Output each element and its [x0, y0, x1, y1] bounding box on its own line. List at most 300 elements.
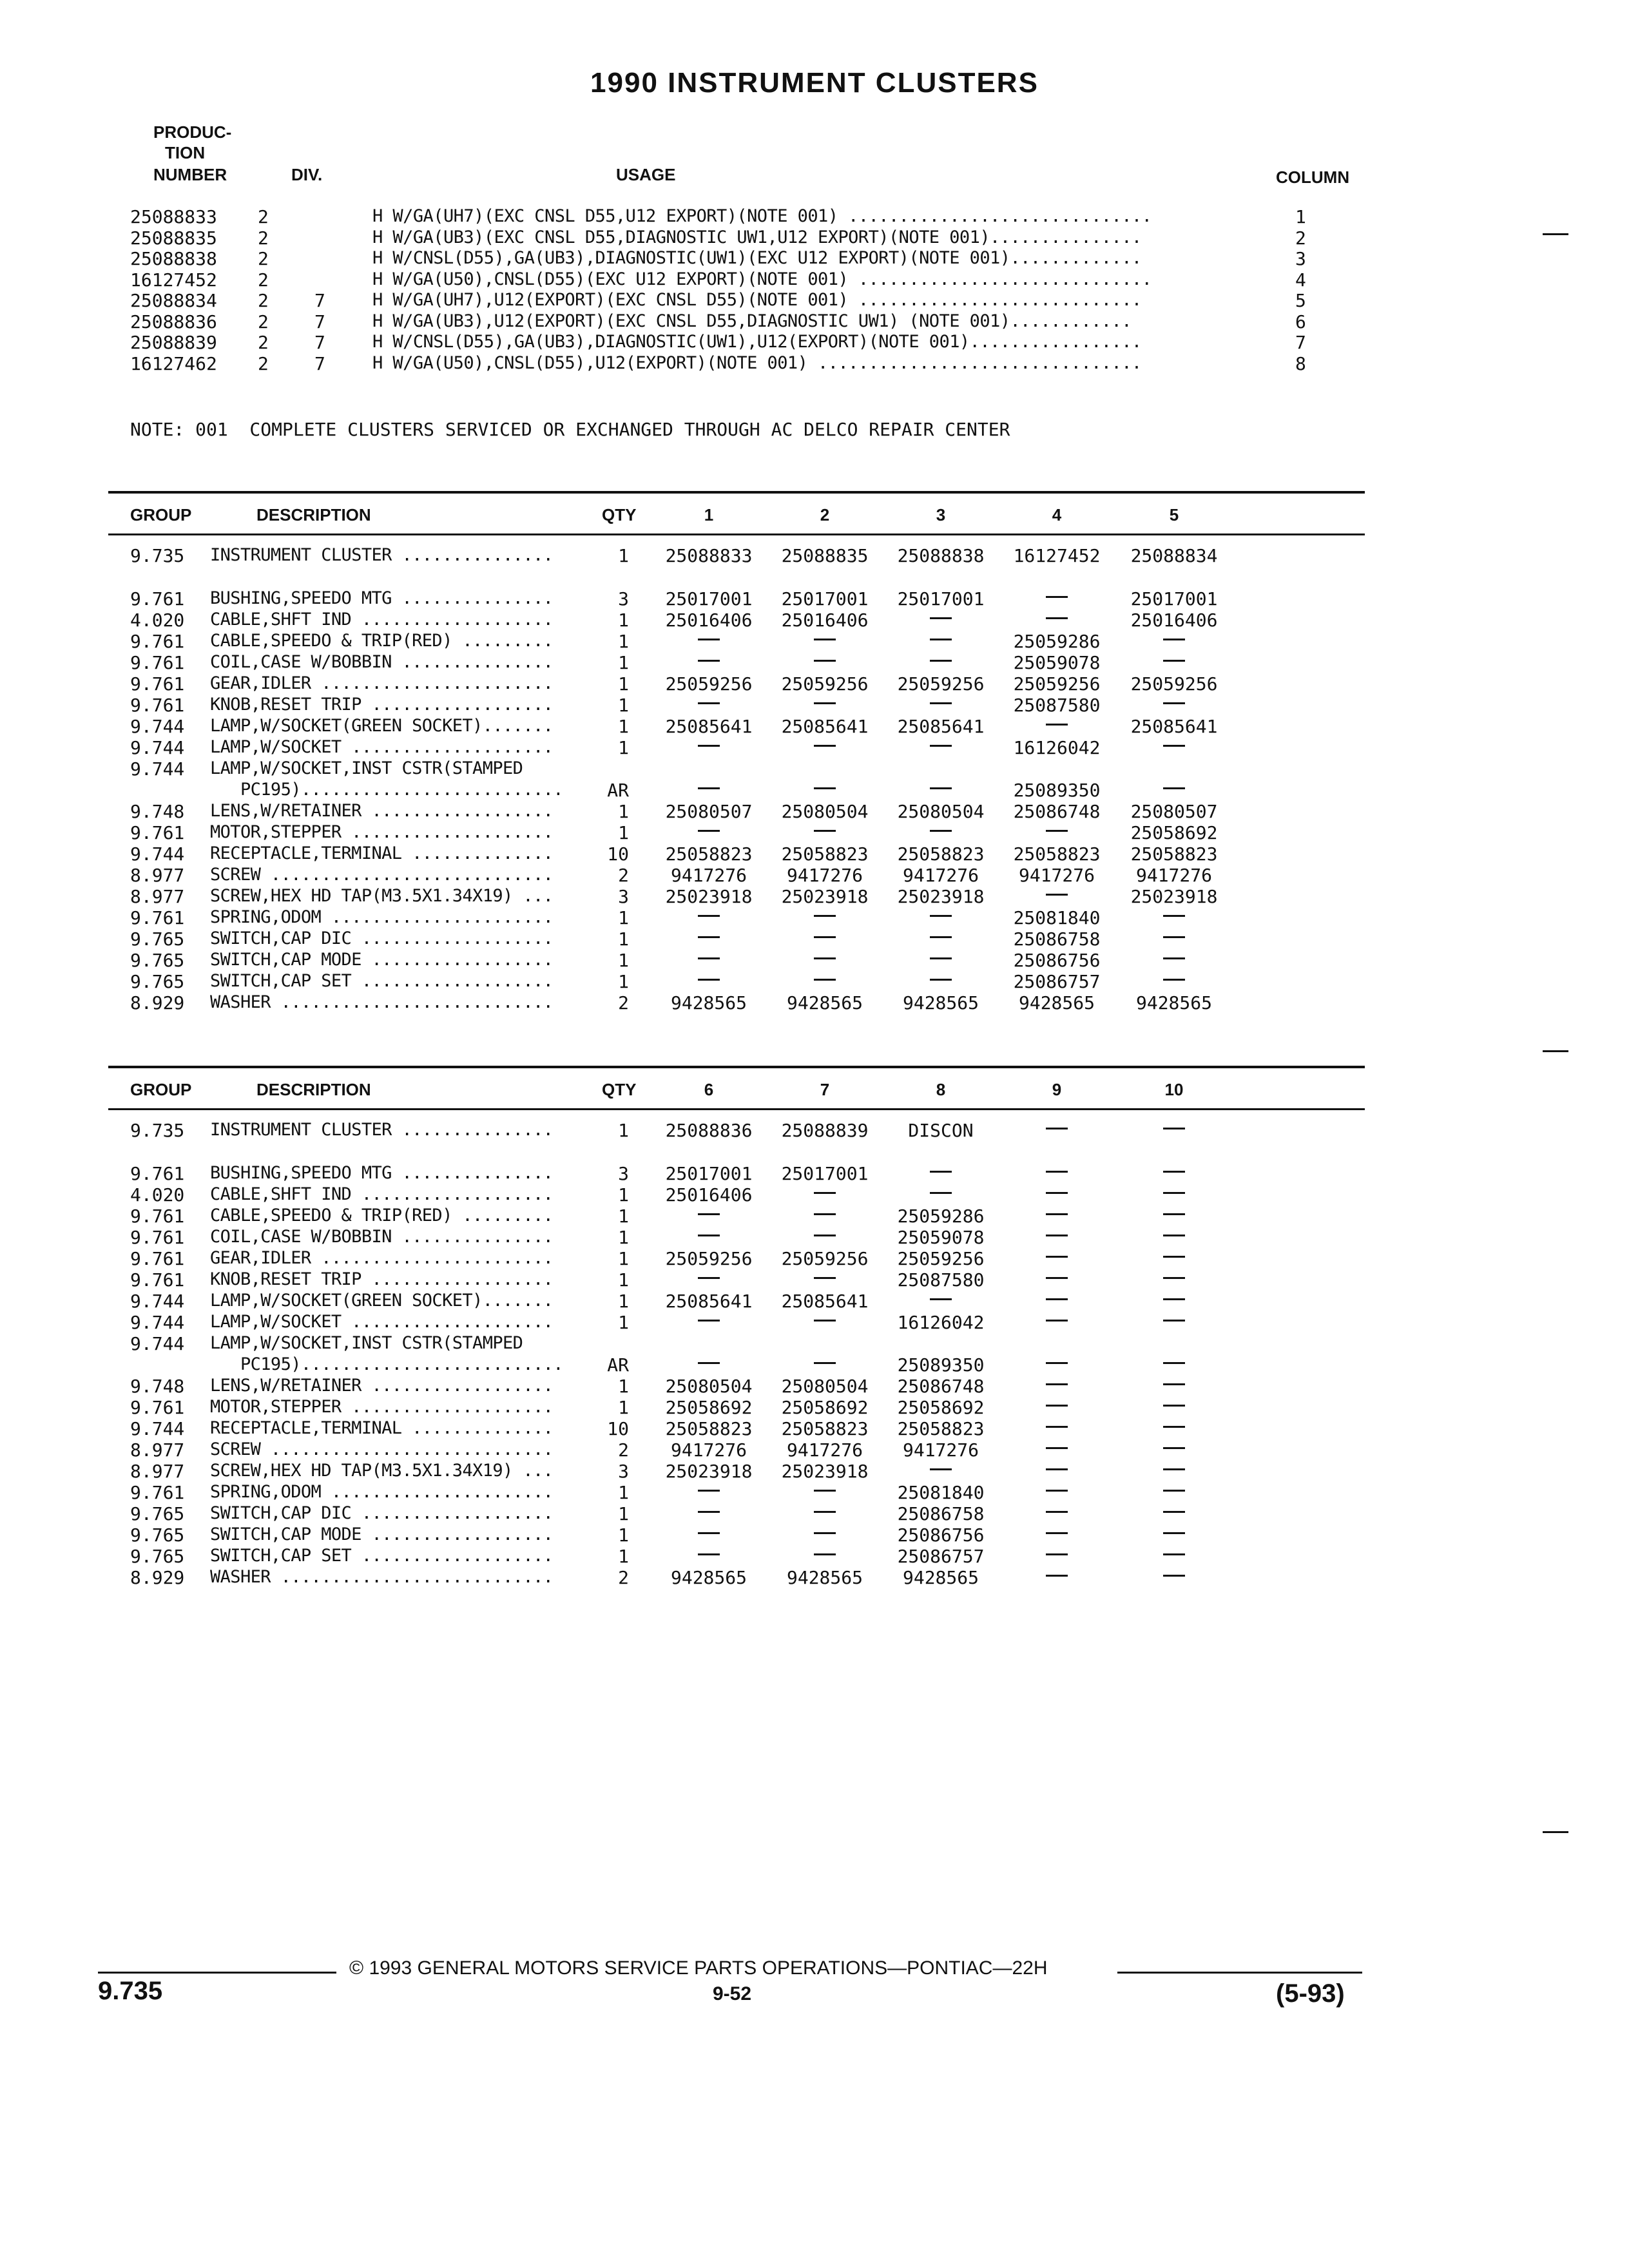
part-number: 16127452 — [1013, 545, 1101, 566]
not-applicable-dash — [930, 936, 952, 938]
not-applicable-dash — [814, 1235, 836, 1236]
table-rule-header — [108, 1108, 1365, 1110]
part-description: GEAR,IDLER ....................... — [210, 1248, 554, 1268]
part-number: 25058692 — [1130, 822, 1218, 843]
part-description: SPRING,ODOM ...................... — [210, 907, 554, 927]
not-applicable-dash — [1046, 617, 1068, 619]
production-number: 16127462 — [130, 352, 217, 374]
margin-mark — [1543, 1831, 1568, 1833]
not-applicable-dash — [1046, 1128, 1068, 1129]
production-number: 25088839 — [130, 332, 217, 353]
part-number: 25059286 — [1013, 631, 1101, 652]
part-description: CABLE,SPEEDO & TRIP(RED) ......... — [210, 631, 554, 651]
not-applicable-dash — [930, 957, 952, 959]
production-number: 16127452 — [130, 269, 217, 291]
part-description: CABLE,SPEEDO & TRIP(RED) ......... — [210, 1206, 554, 1225]
usage-header: USAGE — [616, 165, 676, 184]
production-number: 25088835 — [130, 227, 217, 249]
not-applicable-dash — [814, 1277, 836, 1279]
not-applicable-dash — [814, 915, 836, 917]
column-header-10: 10 — [1164, 1080, 1184, 1099]
group-code: 9.765 — [130, 1524, 185, 1546]
div-header: DIV. — [291, 165, 323, 184]
usage-text: H W/CNSL(D55),GA(UB3),DIAGNOSTIC(UW1)(EXC U12 EXPORT)(NOTE 001)............. — [372, 248, 1142, 268]
part-number: 25080504 — [665, 1376, 753, 1397]
part-description: SCREW,HEX HD TAP(M3.5X1.34X19) ... — [210, 886, 554, 906]
usage-text: H W/GA(UB3)(EXC CNSL D55,DIAGNOSTIC UW1,U12 EXPORT)(NOTE 001)............... — [372, 227, 1142, 247]
not-applicable-dash — [814, 979, 836, 981]
part-number: 16126042 — [897, 1312, 985, 1333]
not-applicable-dash — [814, 1553, 836, 1555]
part-number: 25080504 — [897, 801, 985, 822]
group-code: 9.735 — [130, 1120, 185, 1141]
part-number: 9428565 — [902, 1567, 979, 1588]
part-quantity: 1 — [618, 652, 629, 673]
column-header-7: 7 — [820, 1080, 830, 1099]
footer-page-number: 9-52 — [713, 1983, 752, 2004]
not-applicable-dash — [1046, 1383, 1068, 1385]
part-quantity: 10 — [607, 843, 629, 865]
part-quantity: 3 — [618, 886, 629, 907]
not-applicable-dash — [1163, 1490, 1185, 1492]
group-code: 9.744 — [130, 1291, 185, 1312]
not-applicable-dash — [1046, 830, 1068, 832]
group-header: GROUP — [130, 505, 192, 524]
not-applicable-dash — [1163, 1553, 1185, 1555]
not-applicable-dash — [1163, 1213, 1185, 1215]
part-number: 25016406 — [665, 610, 753, 631]
part-number: 25059256 — [781, 1248, 869, 1269]
part-number: 25085641 — [1130, 716, 1218, 737]
part-number: 25059256 — [897, 1248, 985, 1269]
part-number: 25023918 — [665, 1461, 753, 1482]
not-applicable-dash — [1163, 702, 1185, 704]
group-code: 9.744 — [130, 758, 185, 780]
part-quantity: 1 — [618, 737, 629, 758]
part-quantity: 3 — [618, 1163, 629, 1184]
not-applicable-dash — [814, 787, 836, 789]
not-applicable-dash — [930, 915, 952, 917]
part-number: 25080507 — [1130, 801, 1218, 822]
group-code: 9.744 — [130, 1312, 185, 1333]
not-applicable-dash — [1163, 1277, 1185, 1279]
part-number: 25059256 — [665, 1248, 753, 1269]
part-description: LAMP,W/SOCKET,INST CSTR(STAMPED — [210, 758, 523, 778]
part-number: 25080504 — [781, 1376, 869, 1397]
group-header: GROUP — [130, 1080, 192, 1099]
part-number: 25059078 — [897, 1227, 985, 1248]
part-description: MOTOR,STEPPER .................... — [210, 1397, 554, 1417]
not-applicable-dash — [1046, 1171, 1068, 1173]
usage-text: H W/GA(UB3),U12(EXPORT)(EXC CNSL D55,DIAGNOSTIC UW1) (NOTE 001)............ — [372, 311, 1132, 331]
group-code: 9.761 — [130, 1482, 185, 1503]
division-code: 7 — [314, 290, 325, 311]
part-description: SCREW ............................ — [210, 1439, 554, 1459]
margin-mark — [1543, 1050, 1568, 1052]
not-applicable-dash — [1163, 1575, 1185, 1577]
not-applicable-dash — [698, 957, 720, 959]
part-number: 25058823 — [1130, 843, 1218, 865]
part-number: 25058823 — [897, 843, 985, 865]
part-quantity: 1 — [618, 695, 629, 716]
not-applicable-dash — [814, 660, 836, 662]
not-applicable-dash — [1046, 1468, 1068, 1470]
not-applicable-dash — [698, 1490, 720, 1492]
division-code: 2 — [258, 227, 269, 249]
part-quantity: 1 — [618, 1397, 629, 1418]
not-applicable-dash — [1046, 1192, 1068, 1194]
part-quantity: 1 — [618, 928, 629, 950]
not-applicable-dash — [1163, 660, 1185, 662]
qty-header: QTY — [602, 505, 637, 524]
column-number: 7 — [1295, 332, 1306, 353]
part-description: KNOB,RESET TRIP .................. — [210, 1269, 554, 1289]
part-quantity: AR — [607, 780, 629, 801]
not-applicable-dash — [1163, 915, 1185, 917]
part-number: 25023918 — [1130, 886, 1218, 907]
usage-text: H W/GA(U50),CNSL(D55),U12(EXPORT)(NOTE 001) ................................ — [372, 352, 1142, 373]
group-code: 9.744 — [130, 716, 185, 737]
part-description: SWITCH,CAP DIC ................... — [210, 928, 554, 948]
not-applicable-dash — [1046, 1256, 1068, 1258]
part-description: SWITCH,CAP MODE .................. — [210, 1524, 554, 1544]
part-quantity: 1 — [618, 716, 629, 737]
not-applicable-dash — [1046, 1490, 1068, 1492]
column-header-9: 9 — [1052, 1080, 1062, 1099]
group-code: 9.761 — [130, 588, 185, 610]
production-header-line2: TION — [165, 143, 206, 162]
part-number: 9417276 — [786, 1439, 863, 1461]
production-number: 25088838 — [130, 248, 217, 269]
part-description: LENS,W/RETAINER .................. — [210, 1376, 554, 1396]
part-description: CABLE,SHFT IND ................... — [210, 1184, 554, 1204]
part-number: 25085641 — [781, 716, 869, 737]
not-applicable-dash — [1046, 1426, 1068, 1428]
part-number: 25086756 — [897, 1524, 985, 1546]
not-applicable-dash — [698, 915, 720, 917]
part-number: 9417276 — [1018, 865, 1095, 886]
not-applicable-dash — [698, 1213, 720, 1215]
part-number: 25086748 — [897, 1376, 985, 1397]
usage-text: H W/GA(UH7),U12(EXPORT)(EXC CNSL D55)(NOTE 001) ............................ — [372, 290, 1142, 310]
usage-text: H W/GA(U50),CNSL(D55)(EXC U12 EXPORT)(NOTE 001) ............................. — [372, 269, 1152, 289]
not-applicable-dash — [698, 787, 720, 789]
part-description: SPRING,ODOM ...................... — [210, 1482, 554, 1502]
not-applicable-dash — [1163, 1128, 1185, 1129]
part-number: 25089350 — [897, 1354, 985, 1376]
production-number: 25088836 — [130, 311, 217, 332]
part-quantity: 1 — [618, 971, 629, 992]
division-code: 7 — [314, 332, 325, 353]
not-applicable-dash — [930, 702, 952, 704]
group-code: 8.977 — [130, 1439, 185, 1461]
part-number: 25081840 — [897, 1482, 985, 1503]
group-code: 9.765 — [130, 928, 185, 950]
column-header-5: 5 — [1169, 505, 1179, 524]
part-number: 25086758 — [1013, 928, 1101, 950]
group-code: 9.748 — [130, 801, 185, 822]
part-number: 25085641 — [665, 716, 753, 737]
group-code: 9.761 — [130, 652, 185, 673]
group-code: 9.748 — [130, 1376, 185, 1397]
part-number: 25058823 — [781, 1418, 869, 1439]
not-applicable-dash — [698, 1320, 720, 1321]
part-number: 25017001 — [781, 588, 869, 610]
group-code: 4.020 — [130, 1184, 185, 1206]
group-code: 9.761 — [130, 673, 185, 695]
not-applicable-dash — [1046, 596, 1068, 598]
not-applicable-dash — [1046, 1511, 1068, 1513]
description-header: DESCRIPTION — [256, 1080, 371, 1099]
not-applicable-dash — [1046, 1320, 1068, 1321]
part-description: WASHER ........................... — [210, 992, 554, 1012]
not-applicable-dash — [1046, 1405, 1068, 1407]
part-number: 9428565 — [670, 1567, 747, 1588]
part-quantity: 1 — [618, 1524, 629, 1546]
footer-section-number: 9.735 — [98, 1977, 163, 2005]
not-applicable-dash — [814, 1213, 836, 1215]
part-description: INSTRUMENT CLUSTER ............... — [210, 545, 554, 565]
part-number: 25017001 — [665, 588, 753, 610]
part-description: SWITCH,CAP MODE .................. — [210, 950, 554, 970]
group-code: 9.761 — [130, 822, 185, 843]
division-code: 2 — [258, 311, 269, 332]
part-number: 25059256 — [781, 673, 869, 695]
group-code: 9.765 — [130, 1546, 185, 1567]
part-description: LAMP,W/SOCKET .................... — [210, 1312, 554, 1332]
not-applicable-dash — [814, 745, 836, 747]
usage-text: H W/CNSL(D55),GA(UB3),DIAGNOSTIC(UW1),U12(EXPORT)(NOTE 001)................. — [372, 332, 1142, 352]
part-description: SWITCH,CAP DIC ................... — [210, 1503, 554, 1523]
column-header-8: 8 — [936, 1080, 946, 1099]
column-header: COLUMN — [1276, 168, 1350, 187]
division-code: 7 — [314, 311, 325, 332]
part-description: LAMP,W/SOCKET(GREEN SOCKET)....... — [210, 716, 554, 736]
part-number: 25088836 — [665, 1120, 753, 1141]
part-description: PC195).......................... — [210, 780, 563, 800]
table-rule-top — [108, 491, 1365, 494]
not-applicable-dash — [930, 617, 952, 619]
not-applicable-dash — [1163, 1532, 1185, 1534]
part-number: 25058692 — [897, 1397, 985, 1418]
part-description: SWITCH,CAP SET ................... — [210, 971, 554, 991]
not-applicable-dash — [1163, 639, 1185, 640]
not-applicable-dash — [1163, 1320, 1185, 1321]
part-number: 25059286 — [897, 1206, 985, 1227]
production-number: 25088834 — [130, 290, 217, 311]
part-number: 25088839 — [781, 1120, 869, 1141]
not-applicable-dash — [698, 702, 720, 704]
group-code: 9.761 — [130, 1397, 185, 1418]
not-applicable-dash — [1163, 787, 1185, 789]
part-description: SCREW,HEX HD TAP(M3.5X1.34X19) ... — [210, 1461, 554, 1481]
part-description: INSTRUMENT CLUSTER ............... — [210, 1120, 554, 1140]
part-number: 9428565 — [786, 1567, 863, 1588]
part-number: 25080504 — [781, 801, 869, 822]
not-applicable-dash — [1163, 1426, 1185, 1428]
not-applicable-dash — [1163, 1235, 1185, 1236]
part-quantity: 1 — [618, 1269, 629, 1291]
not-applicable-dash — [1163, 745, 1185, 747]
part-description: GEAR,IDLER ....................... — [210, 673, 554, 693]
not-applicable-dash — [930, 830, 952, 832]
part-quantity: 1 — [618, 1227, 629, 1248]
not-applicable-dash — [698, 660, 720, 662]
group-code: 9.735 — [130, 545, 185, 566]
part-number: 9417276 — [670, 1439, 747, 1461]
not-applicable-dash — [698, 1532, 720, 1534]
group-code: 4.020 — [130, 610, 185, 631]
not-applicable-dash — [814, 936, 836, 938]
group-code: 9.744 — [130, 1418, 185, 1439]
not-applicable-dash — [1163, 1447, 1185, 1449]
part-number: 25086757 — [897, 1546, 985, 1567]
part-description: LAMP,W/SOCKET(GREEN SOCKET)....... — [210, 1291, 554, 1311]
column-header-3: 3 — [936, 505, 946, 524]
part-quantity: 1 — [618, 545, 629, 566]
group-code: 9.761 — [130, 631, 185, 652]
table-rule-header — [108, 533, 1365, 535]
not-applicable-dash — [1163, 1171, 1185, 1173]
part-quantity: 1 — [618, 1291, 629, 1312]
not-applicable-dash — [1046, 1575, 1068, 1577]
part-number: 9428565 — [1018, 992, 1095, 1014]
part-quantity: 1 — [618, 1206, 629, 1227]
division-code: 2 — [258, 332, 269, 353]
part-quantity: 1 — [618, 1184, 629, 1206]
part-number: 25086756 — [1013, 950, 1101, 971]
not-applicable-dash — [698, 936, 720, 938]
division-code: 2 — [258, 352, 269, 374]
column-header-1: 1 — [704, 505, 714, 524]
part-description: COIL,CASE W/BOBBIN ............... — [210, 1227, 554, 1247]
part-quantity: 1 — [618, 1312, 629, 1333]
not-applicable-dash — [814, 1490, 836, 1492]
production-header-line1: PRODUC- — [153, 122, 232, 142]
division-code: 2 — [258, 248, 269, 269]
not-applicable-dash — [930, 745, 952, 747]
usage-text: H W/GA(UH7)(EXC CNSL D55,U12 EXPORT)(NOTE 001) .............................. — [372, 206, 1152, 226]
not-applicable-dash — [1046, 1447, 1068, 1449]
not-applicable-dash — [930, 1468, 952, 1470]
not-applicable-dash — [1046, 894, 1068, 896]
not-applicable-dash — [1163, 1256, 1185, 1258]
part-number: 25058823 — [1013, 843, 1101, 865]
not-applicable-dash — [698, 1511, 720, 1513]
not-applicable-dash — [698, 830, 720, 832]
part-quantity: 1 — [618, 610, 629, 631]
group-code: 9.761 — [130, 907, 185, 928]
part-description: RECEPTACLE,TERMINAL .............. — [210, 1418, 554, 1438]
column-header-4: 4 — [1052, 505, 1062, 524]
part-number: 25017001 — [897, 588, 985, 610]
part-quantity: 2 — [618, 1439, 629, 1461]
part-number: 25088838 — [897, 545, 985, 566]
part-quantity: 1 — [618, 950, 629, 971]
production-number: 25088833 — [130, 206, 217, 227]
group-code: 9.761 — [130, 695, 185, 716]
not-applicable-dash — [1163, 1405, 1185, 1407]
not-applicable-dash — [930, 660, 952, 662]
not-applicable-dash — [930, 787, 952, 789]
part-number: 25085641 — [665, 1291, 753, 1312]
not-applicable-dash — [814, 1532, 836, 1534]
not-applicable-dash — [1163, 936, 1185, 938]
column-number: 8 — [1295, 352, 1306, 374]
table-rule-top — [108, 1066, 1365, 1068]
group-code: 8.977 — [130, 865, 185, 886]
not-applicable-dash — [1046, 1277, 1068, 1279]
column-number: 2 — [1295, 227, 1306, 249]
part-quantity: 3 — [618, 588, 629, 610]
not-applicable-dash — [930, 639, 952, 640]
part-number: 25058823 — [665, 843, 753, 865]
part-quantity: AR — [607, 1354, 629, 1376]
part-quantity: 1 — [618, 673, 629, 695]
part-number: 9417276 — [902, 865, 979, 886]
column-header-2: 2 — [820, 505, 830, 524]
not-applicable-dash — [1046, 1532, 1068, 1534]
not-applicable-dash — [1163, 957, 1185, 959]
not-applicable-dash — [814, 702, 836, 704]
part-number: 25088835 — [781, 545, 869, 566]
division-code: 2 — [258, 206, 269, 227]
not-applicable-dash — [698, 1362, 720, 1364]
part-quantity: 1 — [618, 1120, 629, 1141]
part-description: SWITCH,CAP SET ................... — [210, 1546, 554, 1566]
part-number: 25086748 — [1013, 801, 1101, 822]
part-number: 25059256 — [1130, 673, 1218, 695]
group-code: 9.761 — [130, 1227, 185, 1248]
qty-header: QTY — [602, 1080, 637, 1099]
not-applicable-dash — [1046, 1553, 1068, 1555]
group-code: 9.765 — [130, 1503, 185, 1524]
not-applicable-dash — [698, 1235, 720, 1236]
part-description: RECEPTACLE,TERMINAL .............. — [210, 843, 554, 863]
part-description: BUSHING,SPEEDO MTG ............... — [210, 588, 554, 608]
part-number: 25086758 — [897, 1503, 985, 1524]
part-description: PC195).......................... — [210, 1354, 563, 1374]
page-title: 1990 INSTRUMENT CLUSTERS — [590, 67, 1039, 99]
part-number: 25088833 — [665, 545, 753, 566]
column-number: 3 — [1295, 248, 1306, 269]
part-number: 9417276 — [786, 865, 863, 886]
part-quantity: 3 — [618, 1461, 629, 1482]
part-number: 25016406 — [665, 1184, 753, 1206]
part-number: 9417276 — [1135, 865, 1212, 886]
part-number: 9417276 — [902, 1439, 979, 1461]
group-code: 9.744 — [130, 1333, 185, 1354]
part-number: 25017001 — [781, 1163, 869, 1184]
part-description: LAMP,W/SOCKET .................... — [210, 737, 554, 757]
group-code: 9.765 — [130, 950, 185, 971]
division-code: 2 — [258, 290, 269, 311]
footer-date: (5-93) — [1276, 1979, 1345, 2008]
part-number: 25059078 — [1013, 652, 1101, 673]
not-applicable-dash — [1046, 724, 1068, 726]
not-applicable-dash — [814, 830, 836, 832]
group-code: 8.977 — [130, 1461, 185, 1482]
not-applicable-dash — [814, 639, 836, 640]
part-number: 25058823 — [781, 843, 869, 865]
part-description: LAMP,W/SOCKET,INST CSTR(STAMPED — [210, 1333, 523, 1353]
part-quantity: 2 — [618, 1567, 629, 1588]
not-applicable-dash — [1163, 1298, 1185, 1300]
column-number: 5 — [1295, 290, 1306, 311]
part-number: 9428565 — [670, 992, 747, 1014]
part-number: 25081840 — [1013, 907, 1101, 928]
part-description: MOTOR,STEPPER .................... — [210, 822, 554, 842]
